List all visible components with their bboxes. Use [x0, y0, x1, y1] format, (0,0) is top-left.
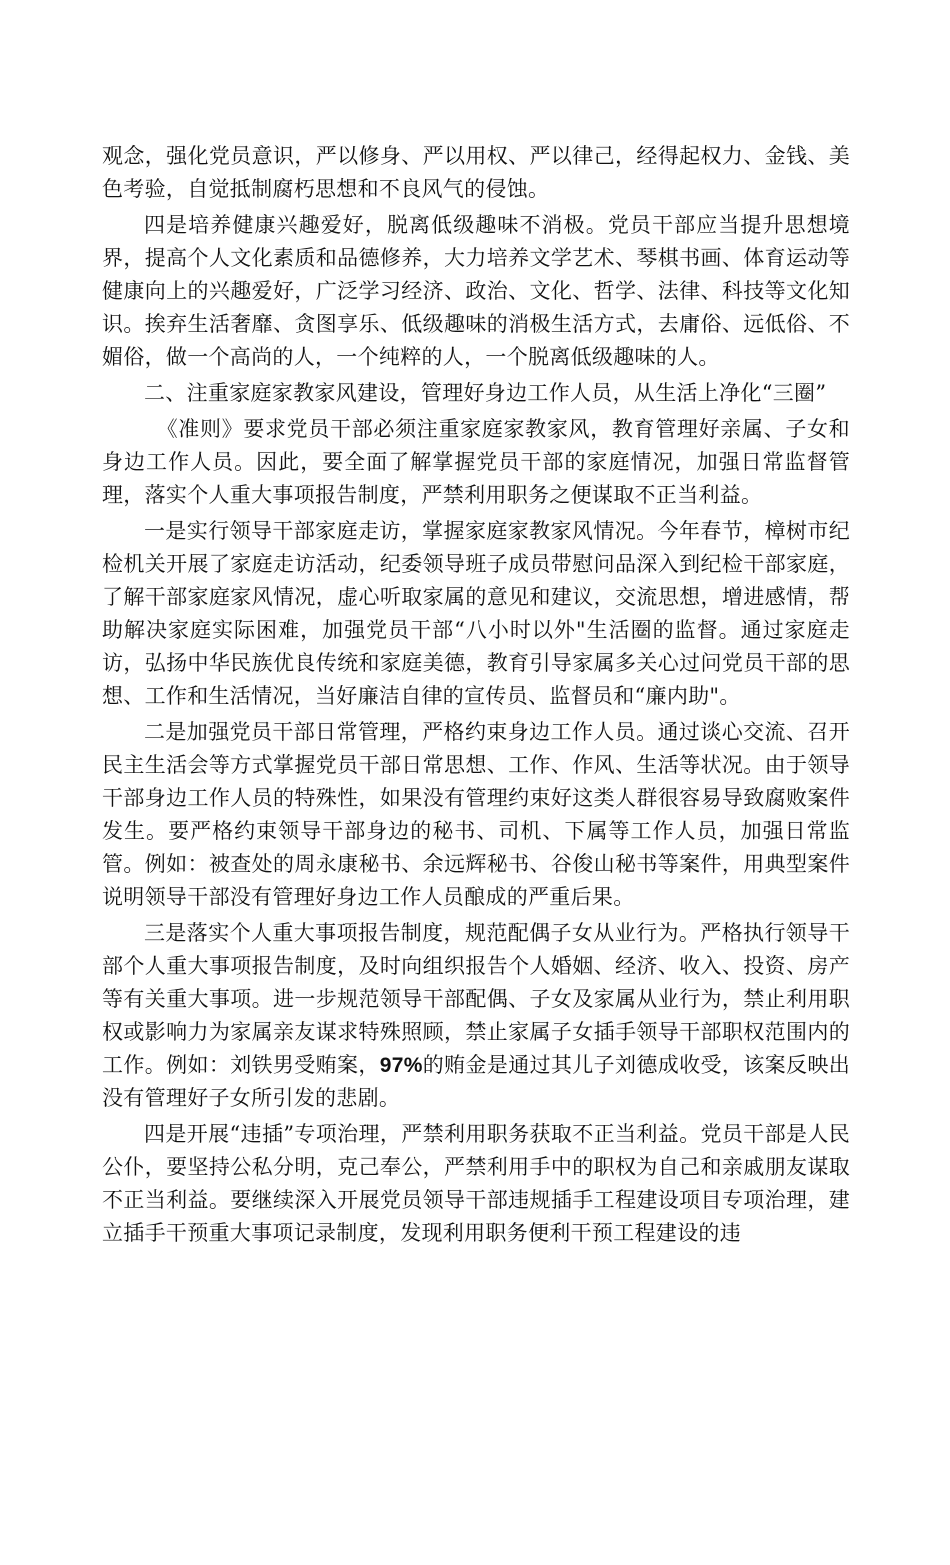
paragraph-family-visits: 一是实行领导干部家庭走访，掌握家庭家教家风情况。今年春节，樟树市纪检机关开展了家庭走访活动，纪委领导班子成员带慰问品深入到纪检干部家庭，了解干部家庭家风情况，虚心听取家属的意见和建议，交流思想，增进感情，帮助解决家庭实际困难，加强党员干部“八小时以外"生活圈的监督。通过家庭走访，弘扬中华民族优良传统和家庭美德，教育引导家属多关心过问党员干部的思想、工作和生活情况，当好廉洁自律的宣传员、监督员和“廉内助"。: [102, 519, 850, 708]
paragraph-continuation: 观念，强化党员意识，严以修身、严以用权、严以律己，经得起权力、金钱、美色考验，自觉抵制腐朽思想和不良风气的侵蚀。: [102, 144, 850, 201]
section-heading-family-style: 二、注重家庭家教家风建设，管理好身边工作人员，从生活上净化“三圈”: [144, 381, 827, 405]
percentage-figure: 97%: [379, 1054, 423, 1077]
paragraph-text-after: 的贿金是通过其儿子刘德成收受，该案反映出没有管理好子女所引发的悲剧。: [102, 1053, 850, 1110]
paragraph-personal-reporting: [102, 917, 850, 1115]
paragraph-special-governance: 四是开展“违插”专项治理，严禁利用职务获取不正当利益。党员干部是人民公仆，要坚持公私分明，克己奉公，严禁利用手中的职权为自己和亲戚朋友谋取不正当利益。要继续深入开展党员领导干部违规插手工程建设项目专项治理，建立插手干预重大事项记录制度，发现利用职务便利干预工程建设的违: [102, 1122, 850, 1245]
paragraph-daily-management: 二是加强党员干部日常管理，严格约束身边工作人员。通过谈心交流、召开民主生活会等方式掌握党员干部日常思想、工作、作风、生活等状况。由于领导干部身边工作人员的特殊性，如果没有管理约束好这类人群很容易导致腐败案件发生。要严格约束领导干部身边的秘书、司机、下属等工作人员，加强日常监管。例如：被查处的周永康秘书、余远辉秘书、谷俊山秘书等案件，用典型案件说明领导干部没有管理好身边工作人员酿成的严重后果。: [102, 720, 850, 909]
paragraph-text-before: 三是落实个人重大事项报告制度，规范配偶子女从业行为。严格执行领导干部个人重大事项报告制度，及时向组织报告个人婚姻、经济、收入、投资、房产等有关重大事项。进一步规范领导干部配偶、子女及家属从业行为，禁止利用职权或影响力为家属亲友谋求特殊照顾，禁止家属子女插手领导干部职权范围内的工作。例如：刘铁男受贿案，: [102, 921, 850, 1077]
document-page: [102, 140, 850, 1253]
paragraph-guideline-requirement: 《准则》要求党员干部必须注重家庭家教家风，教育管理好亲属、子女和身边工作人员。因此，要全面了解掌握党员干部的家庭情况，加强日常监督管理，落实个人重大事项报告制度，严禁利用职务之便谋取不正当利益。: [102, 417, 850, 507]
paragraph-healthy-interests: 四是培养健康兴趣爱好，脱离低级趣味不消极。党员干部应当提升思想境界，提高个人文化素质和品德修养，大力培养文学艺术、琴棋书画、体育运动等健康向上的兴趣爱好，广泛学习经济、政治、文化、哲学、法律、科技等文化知识。挨弃生活奢靡、贪图享乐、低级趣味的消极生活方式，去庸俗、远低俗、不媚俗，做一个高尚的人，一个纯粹的人，一个脱离低级趣味的人。: [102, 213, 850, 369]
